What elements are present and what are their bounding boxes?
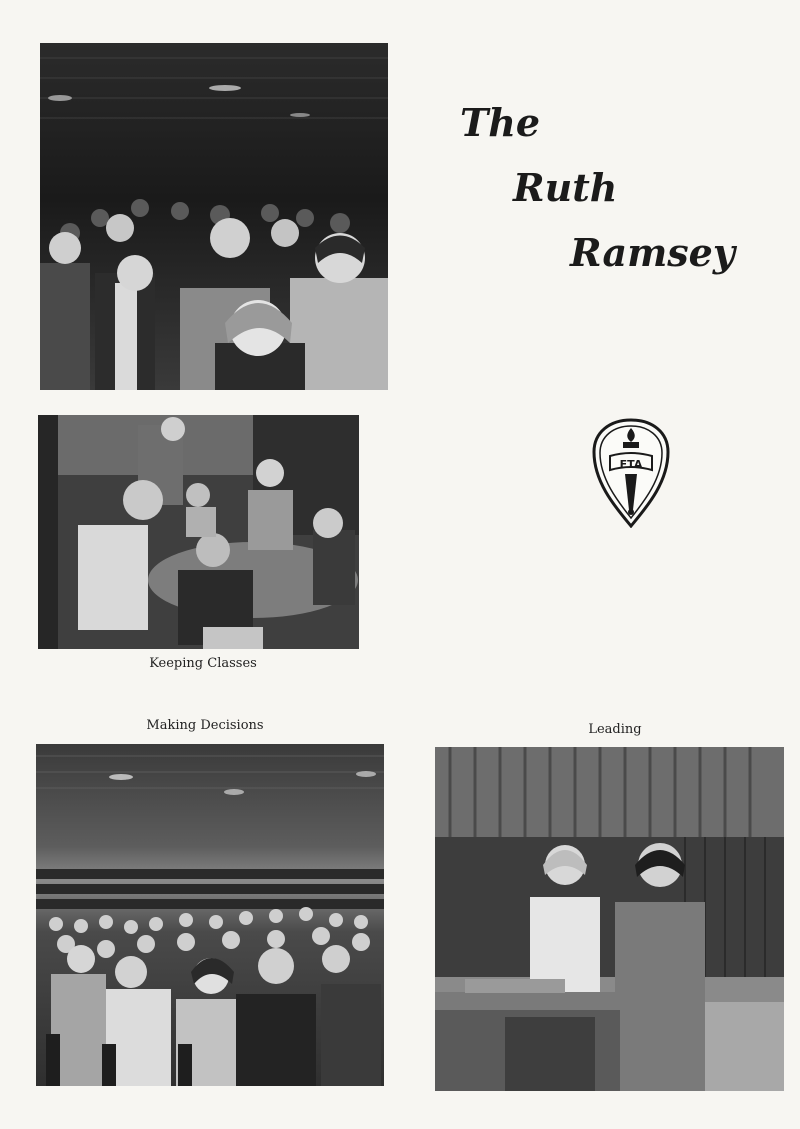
photo-auditorium-audience	[36, 744, 384, 1086]
fta-emblem-text: FTA	[619, 458, 643, 471]
title-line-ruth: Ruth	[513, 165, 618, 210]
caption-leading: Leading	[588, 722, 642, 737]
photo-stage-speakers	[435, 747, 784, 1091]
photo-classroom-table	[38, 415, 359, 649]
caption-making-decisions: Making Decisions	[146, 718, 264, 733]
title-line-the: The	[460, 100, 541, 145]
caption-keeping-classes: Keeping Classes	[149, 656, 257, 671]
fta-shield-lamp-icon	[592, 418, 670, 528]
photo-students-walking	[40, 43, 388, 390]
title-line-ramsey: Ramsey	[570, 230, 735, 275]
